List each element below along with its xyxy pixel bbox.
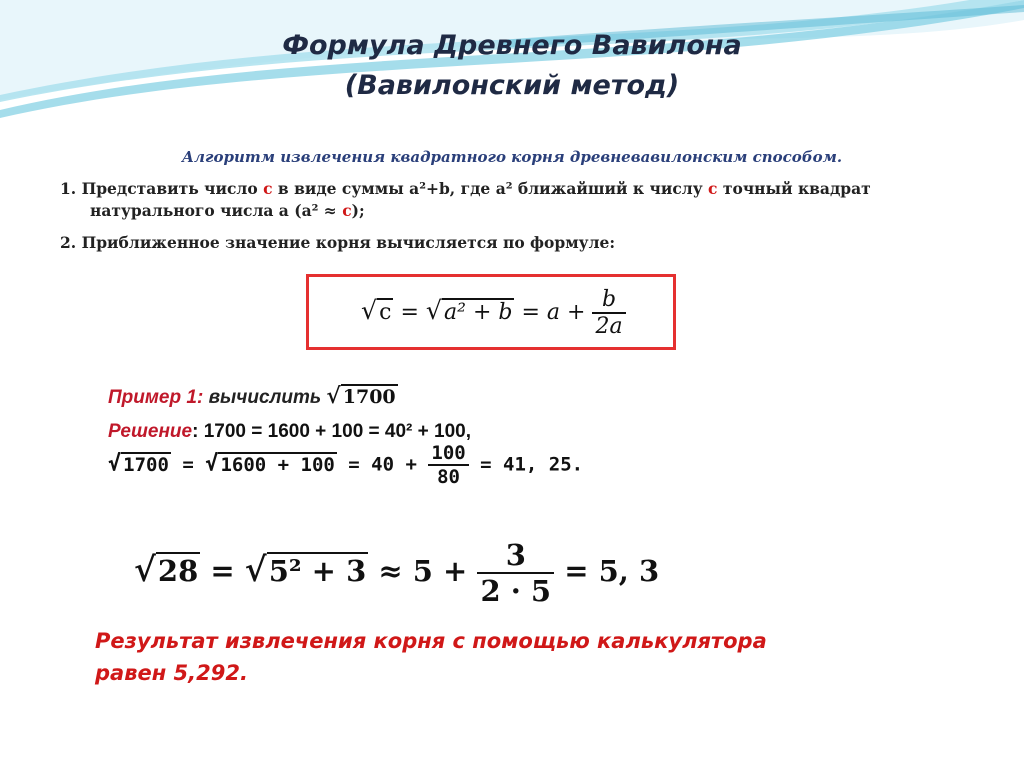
sqrt-icon: √: [326, 383, 341, 409]
babylonian-formula: √c = √a² + b = a + $\frac{b}{2a}$: [361, 287, 626, 339]
variable-c: с: [342, 201, 352, 220]
formula-box: [306, 274, 676, 350]
example-title: Пример 1: вычислить √ 1700: [108, 383, 396, 409]
sqrt-icon: √: [425, 296, 443, 325]
example-solution: Решение: 1700 = 1600 + 100 = 40² + 100,: [108, 421, 472, 442]
sqrt-icon: √: [134, 550, 156, 589]
page-title: Формула Древнего Вавилона: [282, 30, 742, 61]
example-calculation: √ 1700 = √ 1600 + 100 = 40 + $\frac{100}{80}$ = 41, 25.: [108, 442, 584, 488]
variable-c: с: [263, 179, 273, 198]
step-1: 1. Представить число с в виде суммы a²+b, где a² ближайший к числу с точный квадрат: [60, 179, 871, 198]
calculator-result: Результат извлечения корня с помощью калькулятора равен 5,292.: [95, 629, 767, 685]
sqrt-icon: √: [244, 550, 267, 589]
step-2: 2. Приближенное значение корня вычисляется по формуле:: [60, 233, 616, 252]
second-example: √28 = √5² + 3 ≈ 5 + $\frac{3}{2 \cdot 5}$ = 5, 3: [134, 538, 660, 608]
sqrt-icon: √: [361, 296, 378, 325]
step-1-continued: натурального числа a (a² ≈ с);: [90, 201, 365, 220]
algorithm-heading: Алгоритм извлечения квадратного корня древневавилонским способом.: [181, 148, 843, 166]
page-subtitle: (Вавилонский метод): [344, 70, 680, 101]
sqrt-icon: √: [205, 451, 219, 477]
sqrt-icon: √: [108, 451, 122, 477]
variable-c: с: [708, 179, 718, 198]
